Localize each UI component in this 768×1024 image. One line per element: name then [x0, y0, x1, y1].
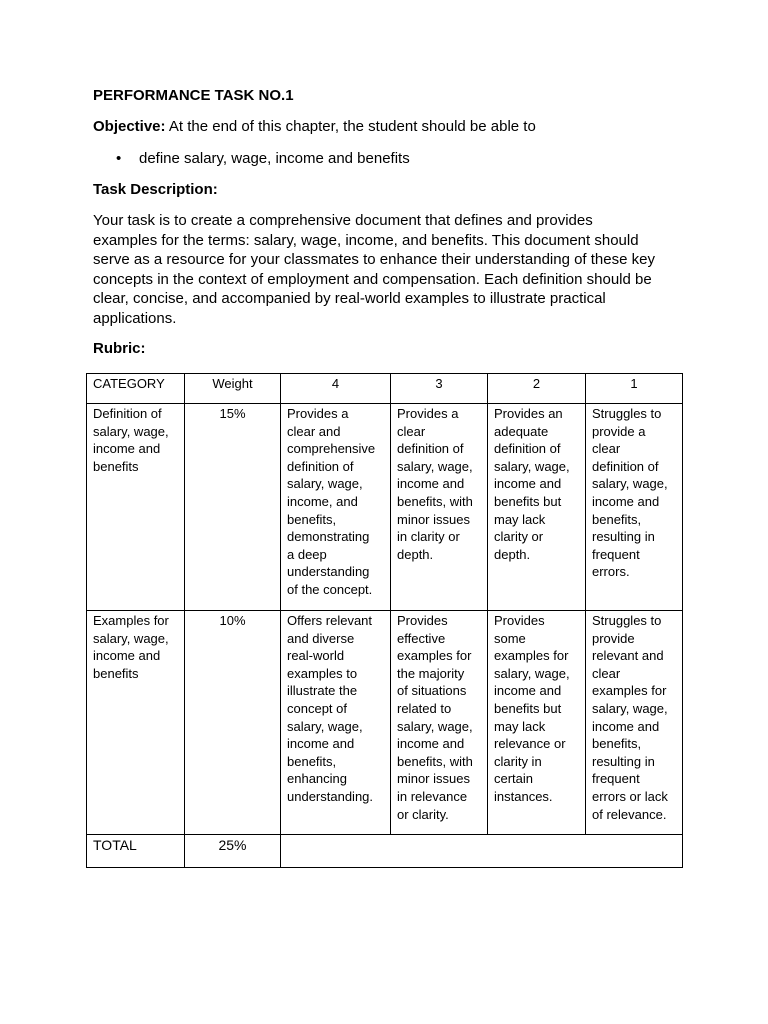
- rubric-row-definition: [87, 404, 683, 611]
- task-description-line: Your task is to create a comprehensive document that defines and provides: [93, 212, 593, 229]
- cell-text-line: may lack: [494, 718, 546, 734]
- cell-text-line: Definition of: [93, 406, 162, 421]
- cell-text-line: income and: [93, 648, 161, 664]
- cell-text-line: minor issues: [397, 771, 470, 787]
- cell-text-line: Provides a: [397, 406, 459, 421]
- cell-text-line: income and: [494, 476, 562, 492]
- header-weight: Weight: [185, 374, 281, 404]
- cell-text-line: benefits,: [592, 511, 642, 527]
- cell-text-line: salary, wage,: [397, 458, 473, 474]
- cell-text-line: Struggles to: [592, 406, 662, 421]
- cell-text-line: benefits,: [592, 736, 642, 752]
- cell-text-line: certain: [494, 771, 534, 787]
- task-description-line: applications.: [93, 309, 177, 327]
- row-criteria-3: [391, 404, 488, 611]
- page-title: PERFORMANCE TASK NO.1: [93, 87, 294, 104]
- cell-text-line: or clarity.: [397, 806, 449, 822]
- cell-text-line: instances.: [494, 788, 553, 804]
- cell-text-line: salary, wage,: [592, 700, 668, 716]
- objective-bullet-item: define salary, wage, income and benefits: [139, 150, 410, 167]
- cell-text-line: understanding: [287, 564, 370, 580]
- cell-text-line: income and: [93, 441, 161, 457]
- cell-text-line: relevance or: [494, 736, 566, 752]
- cell-text-line: frequent: [592, 771, 640, 787]
- cell-text-line: concept of: [287, 700, 347, 716]
- cell-text-line: salary, wage,: [592, 476, 668, 492]
- cell-text-line: definition of: [287, 458, 354, 474]
- cell-text-line: benefits, with: [397, 753, 473, 769]
- objective-text: At the end of this chapter, the student should be able to: [165, 118, 536, 135]
- cell-text-line: provide a: [592, 423, 646, 439]
- cell-text-line: illustrate the: [287, 683, 358, 699]
- cell-text-line: salary, wage,: [93, 630, 169, 646]
- cell-text-line: adequate: [494, 423, 549, 439]
- cell-text-line: income, and: [287, 493, 358, 509]
- cell-text-line: the majority: [397, 665, 465, 681]
- cell-text-line: enhancing: [287, 771, 347, 787]
- cell-text-line: related to: [397, 700, 452, 716]
- cell-text-line: salary, wage,: [494, 665, 570, 681]
- cell-text-line: comprehensive: [287, 441, 376, 457]
- cell-text-line: frequent: [592, 546, 640, 562]
- cell-text-line: Offers relevant: [287, 613, 373, 628]
- cell-text-line: definition of: [592, 458, 659, 474]
- rubric-row-examples: [87, 611, 683, 835]
- cell-text-line: income and: [592, 493, 660, 509]
- cell-text-line: may lack: [494, 511, 546, 527]
- cell-text-line: benefits, with: [397, 493, 473, 509]
- row-criteria-1: [586, 611, 683, 835]
- objective-paragraph: [93, 118, 536, 136]
- cell-text-line: benefits: [93, 665, 139, 681]
- cell-text-line: definition of: [397, 441, 464, 457]
- task-description-line: examples for the terms: salary, wage, income, and benefits. This document should: [93, 231, 639, 249]
- cell-text-line: Struggles to: [592, 613, 662, 628]
- row-criteria-4: [281, 404, 391, 611]
- row-criteria-4: [281, 611, 391, 835]
- cell-text-line: clarity in: [494, 753, 542, 769]
- cell-text-line: salary, wage,: [93, 423, 169, 439]
- rubric-heading: Rubric:: [93, 340, 146, 357]
- task-description-line: serve as a resource for your classmates to enhance their understanding of these key: [93, 251, 655, 268]
- cell-text-line: benefits: [93, 458, 139, 474]
- cell-text-line: salary, wage,: [287, 718, 363, 734]
- row-category: [87, 611, 185, 835]
- cell-text-line: and diverse: [287, 630, 355, 646]
- cell-text-line: benefits but: [494, 493, 562, 509]
- header-score-1: 1: [586, 374, 683, 404]
- header-category: CATEGORY: [87, 374, 185, 404]
- task-description-line: concepts in the context of employment and compensation. Each definition should be: [93, 270, 652, 288]
- cell-text-line: in relevance: [397, 788, 468, 804]
- task-description-heading: Task Description:: [93, 181, 218, 198]
- cell-text-line: resulting in: [592, 753, 655, 769]
- rubric-header-row: [87, 374, 683, 404]
- cell-text-line: Provides: [397, 613, 448, 628]
- cell-text-line: salary, wage,: [494, 458, 570, 474]
- cell-text-line: errors or lack: [592, 788, 668, 804]
- cell-text-line: minor issues: [397, 511, 470, 527]
- cell-text-line: understanding.: [287, 788, 374, 804]
- cell-text-line: of the concept.: [287, 581, 373, 597]
- cell-text-line: some: [494, 630, 526, 646]
- total-label: TOTAL: [87, 835, 185, 868]
- cell-text-line: clear and: [287, 423, 341, 439]
- cell-text-line: benefits,: [287, 511, 337, 527]
- row-criteria-2: [488, 404, 586, 611]
- cell-text-line: depth.: [494, 546, 531, 562]
- cell-text-line: salary, wage,: [397, 718, 473, 734]
- cell-text-line: income and: [494, 683, 562, 699]
- row-criteria-2: [488, 611, 586, 835]
- cell-text-line: Provides an: [494, 406, 563, 421]
- cell-text-line: examples for: [397, 648, 472, 664]
- cell-text-line: of situations: [397, 683, 467, 699]
- cell-text-line: examples for: [592, 683, 667, 699]
- row-weight: 15%: [185, 404, 281, 611]
- header-score-3: 3: [391, 374, 488, 404]
- cell-text-line: Examples for: [93, 613, 169, 628]
- rubric-total-row: [87, 835, 683, 868]
- cell-text-line: examples to: [287, 665, 358, 681]
- header-score-2: 2: [488, 374, 586, 404]
- cell-text-line: Provides a: [287, 406, 349, 421]
- row-criteria-3: [391, 611, 488, 835]
- bullet-marker: •: [116, 150, 122, 167]
- total-weight: 25%: [185, 835, 281, 868]
- row-criteria-1: [586, 404, 683, 611]
- cell-text-line: Provides: [494, 613, 545, 628]
- cell-text-line: income and: [592, 718, 660, 734]
- rubric-table: [86, 373, 683, 868]
- cell-text-line: relevant and: [592, 648, 664, 664]
- cell-text-line: provide: [592, 630, 635, 646]
- cell-text-line: salary, wage,: [287, 476, 363, 492]
- cell-text-line: real-world: [287, 648, 345, 664]
- cell-text-line: clear: [592, 441, 621, 457]
- cell-text-line: errors.: [592, 564, 630, 580]
- cell-text-line: definition of: [494, 441, 561, 457]
- cell-text-line: income and: [287, 736, 355, 752]
- row-category: [87, 404, 185, 611]
- objective-label: Objective:: [93, 118, 166, 135]
- cell-text-line: clear: [397, 423, 426, 439]
- cell-text-line: clear: [592, 665, 621, 681]
- cell-text-line: depth.: [397, 546, 434, 562]
- row-weight: 10%: [185, 611, 281, 835]
- cell-text-line: a deep: [287, 546, 327, 562]
- cell-text-line: income and: [397, 476, 465, 492]
- cell-text-line: examples for: [494, 648, 569, 664]
- cell-text-line: effective: [397, 630, 446, 646]
- cell-text-line: income and: [397, 736, 465, 752]
- cell-text-line: benefits but: [494, 700, 562, 716]
- total-empty-cell: [281, 835, 683, 868]
- cell-text-line: benefits,: [287, 753, 337, 769]
- cell-text-line: clarity or: [494, 529, 544, 545]
- cell-text-line: of relevance.: [592, 806, 667, 822]
- header-score-4: 4: [281, 374, 391, 404]
- cell-text-line: demonstrating: [287, 529, 370, 545]
- cell-text-line: resulting in: [592, 529, 655, 545]
- task-description-line: clear, concise, and accompanied by real-world examples to illustrate practical: [93, 290, 606, 307]
- cell-text-line: in clarity or: [397, 529, 460, 545]
